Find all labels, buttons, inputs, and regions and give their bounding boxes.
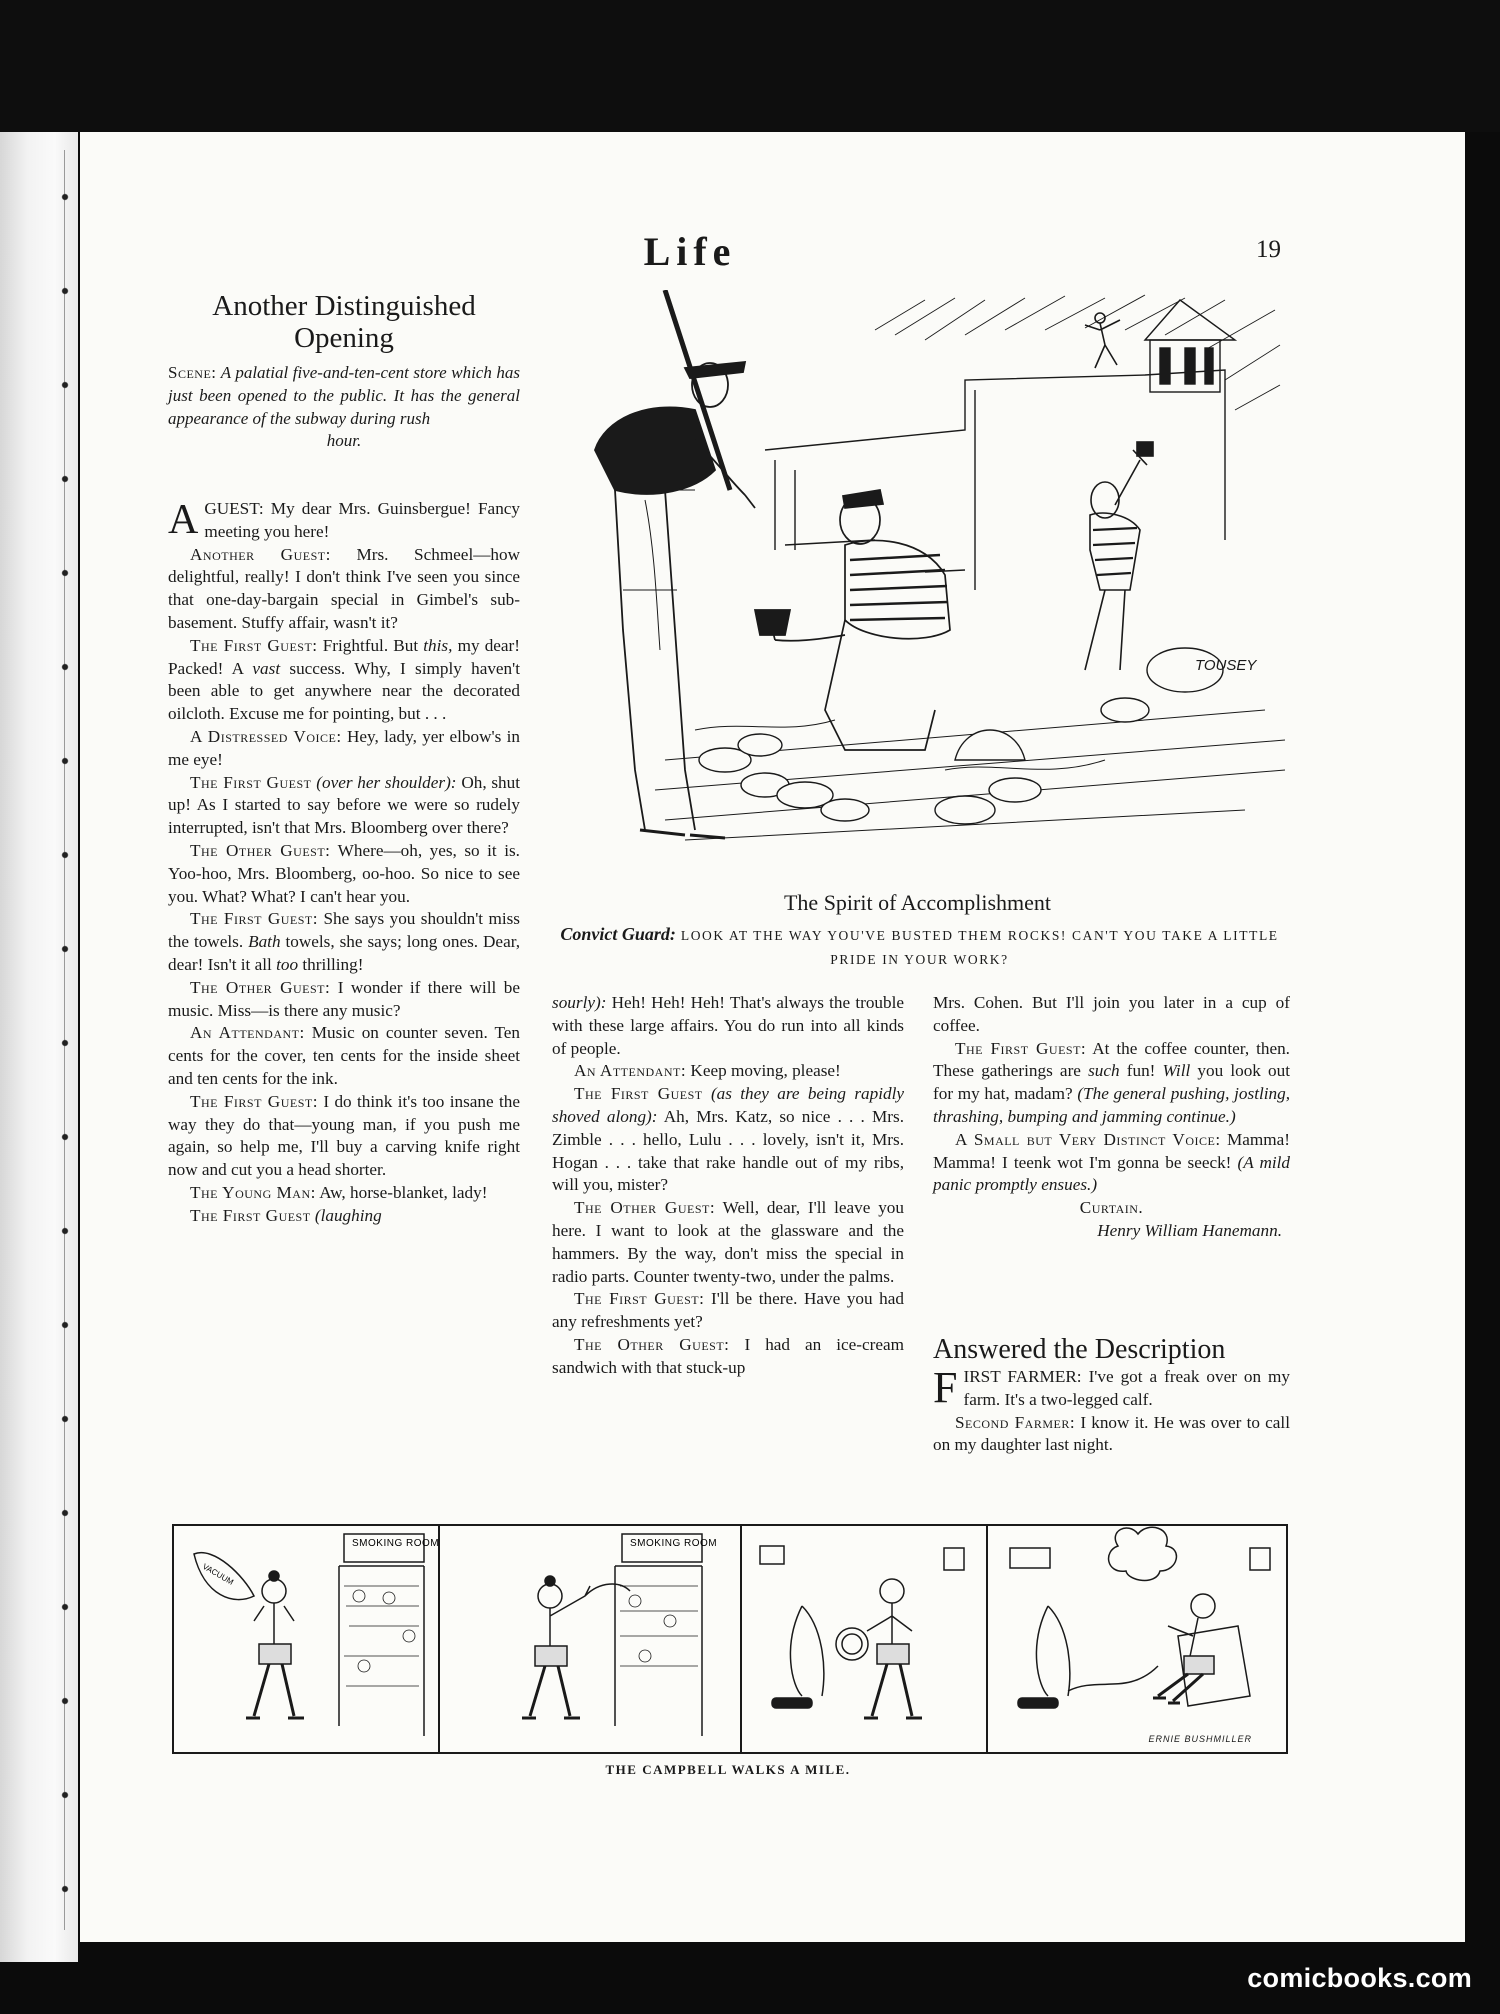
paragraph [933, 1129, 1290, 1197]
wall-guard [1085, 313, 1120, 368]
dialogue: My dear Mrs. Guinsbergue! Fancy meeting you here! [204, 499, 521, 541]
paragraph [552, 1060, 904, 1083]
dialogue: I had an ice-cream sandwich with that stuck-up [552, 1334, 904, 1377]
article-column-3 [933, 992, 1290, 1243]
paragraph [168, 1022, 520, 1090]
stage-direction: (over her shoulder): [316, 772, 457, 792]
speaker: A Small but Very Distinct Voice: [955, 1129, 1221, 1149]
speaker: An Attendant: [574, 1061, 687, 1081]
dialogue: success. Why, I simply haven't been able to get anywhere near the decorated oilcloth. Excuse me for pointing, but . . . [168, 658, 521, 724]
article-column-2 [552, 992, 904, 1380]
dialogue: Mamma! Mamma! I teenk wot I'm gonna be seeck! [933, 1129, 1290, 1172]
caption-text: LOOK AT THE WAY YOU'VE BUSTED THEM ROCKS! CAN'T YOU TAKE A LITTLE PRIDE IN YOUR WORK? [680, 928, 1279, 967]
speaker: The First Guest [190, 772, 312, 792]
second-convict [1085, 442, 1153, 670]
speaker: The First Guest: [190, 1091, 318, 1111]
paragraph [933, 1412, 1290, 1458]
dialogue: Where—oh, yes, so it is. Yoo-hoo, Mrs. Bloomberg, oo-hoo. So nice to see you. What? What? I can't hear you. [168, 840, 520, 906]
joke-title: Answered the Description [933, 1334, 1226, 1365]
cartoon-title: The Spirit of Accomplishment [783, 890, 1052, 915]
speaker: GUEST: [204, 499, 264, 518]
dialogue: Aw, horse-blanket, lady! [319, 1182, 488, 1202]
paragraph [552, 1334, 904, 1380]
page-number: 19 [1256, 236, 1281, 263]
author-signature: Henry William Hanemann. [1097, 1220, 1282, 1240]
emphasis: this, [423, 635, 453, 655]
stage-direction: (as they are being rapidly shoved along): [552, 1084, 904, 1126]
dialogue: Hey, lady, yer elbow's in me eye! [168, 726, 520, 769]
paragraph [168, 498, 520, 544]
paragraph [933, 1363, 1291, 1412]
paragraph [168, 1091, 520, 1182]
dialogue: Frightful. But [322, 635, 419, 655]
paragraph [552, 1197, 904, 1288]
stage-direction: (The general pushing, jostling, thrashing, bumping and jamming continue.) [933, 1084, 1290, 1126]
comic-panel-2 [438, 1526, 742, 1752]
paragraph [552, 992, 904, 1060]
speaker: An Attendant: [190, 1023, 305, 1043]
dialogue: Oh, shut up! As I started to say before we were so rudely interrupted, isn't that Mrs. Bloomberg over there? [168, 772, 521, 838]
room-sign-label: SMOKING ROOM [630, 1538, 718, 1549]
paragraph [168, 1182, 520, 1205]
scan-top-border [0, 0, 1500, 132]
paragraph [168, 635, 520, 726]
dialogue: you look out for my hat, madam? [933, 1061, 1291, 1104]
speaker: IRST FARMER: [963, 1367, 1082, 1386]
rock-pile [699, 648, 1223, 824]
dialogue: Mrs. Cohen. But I'll join you later in a cup of coffee. [933, 993, 1290, 1035]
dialogue: At the coffee counter, then. These gatherings are [933, 1038, 1290, 1081]
dialogue: my dear! Packed! A [168, 635, 520, 678]
speaker: The Other Guest: [574, 1334, 730, 1354]
paragraph [168, 772, 520, 840]
cartoonist-signature: TOUSEY [1195, 657, 1257, 674]
emphasis: too [276, 954, 299, 974]
speaker: The First Guest: [955, 1038, 1087, 1058]
comic-panel-3 [740, 1526, 988, 1752]
room-sign-label: SMOKING ROOM [352, 1538, 438, 1549]
comic-strip-caption: THE CAMPBELL WALKS A MILE. [605, 1762, 851, 1777]
scene-text: A palatial five-and-ten-cent store which has just been opened to the public. It has the general appearance of the subway during rush [168, 363, 520, 428]
scene-label: Scene: [168, 363, 217, 382]
panel-1-drawing [174, 1526, 438, 1752]
paragraph [552, 1288, 904, 1334]
paragraph [168, 726, 520, 772]
panel-4-drawing [988, 1526, 1288, 1752]
dialogue: Heh! Heh! Heh! That's always the trouble with these large affairs. You do run into all kinds of people. [552, 993, 904, 1058]
paragraph [168, 977, 520, 1023]
speaker: The Other Guest: [190, 977, 331, 997]
comic-strip [172, 1524, 1288, 1754]
stage-direction: sourly): [552, 993, 607, 1012]
emphasis: Will [1162, 1061, 1191, 1081]
emphasis: such [1088, 1061, 1120, 1081]
bag-label: VACUUM [201, 1561, 236, 1587]
dialogue: Keep moving, please! [690, 1061, 841, 1081]
dialogue: Ah, Mrs. Katz, so nice . . . Mrs. Zimble . . . hello, Lulu . . . lovely, isn't it, Mrs. Hogan . . . take that rake handle out of my ribs, will you, mister? [552, 1106, 905, 1195]
panel-2-drawing [440, 1526, 742, 1752]
panel-3-drawing [742, 1526, 988, 1752]
caption-speaker: Convict Guard: [560, 924, 676, 944]
guard-tower [1145, 300, 1235, 392]
drop-cap: A [168, 497, 199, 543]
dialogue: thrilling! [302, 954, 364, 974]
speaker: Second Farmer: [955, 1412, 1076, 1432]
scene-text-end: hour. [326, 431, 362, 451]
cartoon-illustration [545, 290, 1290, 858]
speaker: The First Guest: [574, 1289, 705, 1309]
comic-panel-1 [174, 1526, 438, 1752]
dialogue: towels, she says; long ones. Dear, dear! Isn't it all [168, 932, 521, 974]
drop-cap: F [933, 1363, 958, 1412]
dialogue: I know it. He was over to call on my daughter last night. [933, 1412, 1290, 1455]
dialogue: Music on counter seven. Ten cents for the cover, ten cents for the inside sheet and ten cents for the ink. [168, 1023, 520, 1088]
paragraph [168, 1205, 520, 1228]
dialogue: I do think it's too insane the way they do that—young man, if you push me again, so help me, I'll buy a carving knife right now and cut you a head shorter. [168, 1091, 521, 1180]
joke-text [933, 1363, 1291, 1457]
site-watermark: comicbooks.com [1247, 1963, 1472, 1993]
paragraph [168, 908, 520, 976]
dialogue: fun! [1126, 1061, 1156, 1081]
dialogue: Well, dear, I'll leave you here. I want to look at the glassware and the hammers. By the way, don't miss the special in radio parts. Counter twenty-two, under the palms. [552, 1198, 904, 1286]
prison-wall [765, 370, 1225, 590]
dialogue: She says you shouldn't miss the towels. [168, 909, 520, 952]
sky-hatching [875, 295, 1280, 410]
paragraph [552, 1083, 904, 1197]
speaker: The Other Guest: [574, 1198, 716, 1218]
dialogue: I wonder if there will be music. Miss—is there any music? [168, 977, 520, 1020]
comic-panel-4 [986, 1526, 1288, 1752]
convict-with-hammer [755, 490, 950, 750]
dialogue: I'll be there. Have you had any refreshments yet? [552, 1289, 905, 1332]
article-title: Another Distinguished Opening [212, 290, 476, 354]
paragraph [933, 1038, 1290, 1129]
speaker: The First Guest: [190, 909, 319, 929]
paragraph [933, 992, 1290, 1038]
speaker: The First Guest: [190, 635, 318, 655]
emphasis: Bath [248, 932, 281, 952]
speaker: A Distressed Voice: [190, 726, 342, 746]
masthead: Life [643, 229, 737, 274]
stage-direction: (A mild panic promptly ensues.) [933, 1152, 1291, 1195]
dialogue: Mrs. Schmeel—how delightful, really! I don't think I've seen you since that one-day-bargain special in Gimbel's sub-basement. Stuffy affair, wasn't it? [168, 544, 521, 632]
speaker: The Other Guest: [190, 840, 331, 860]
cartoon-caption [552, 922, 1287, 972]
scene-description [168, 362, 520, 453]
comic-artist-signature: ERNIE BUSHMILLER [1148, 1734, 1252, 1744]
article-column-1 [168, 498, 520, 1228]
dialogue: I've got a freak over on my farm. It's a two-legged calf. [963, 1367, 1291, 1409]
speaker: The Young Man: [190, 1182, 316, 1202]
speaker: The First Guest [574, 1084, 703, 1104]
emphasis: vast [252, 658, 281, 678]
speaker: The First Guest [190, 1205, 311, 1225]
curtain-line: Curtain. [1079, 1198, 1144, 1218]
stage-direction: (laughing [314, 1205, 382, 1225]
speaker: Another Guest: [190, 544, 331, 564]
paragraph [168, 544, 520, 635]
binding-stitches [58, 150, 72, 1950]
paragraph [168, 840, 520, 908]
